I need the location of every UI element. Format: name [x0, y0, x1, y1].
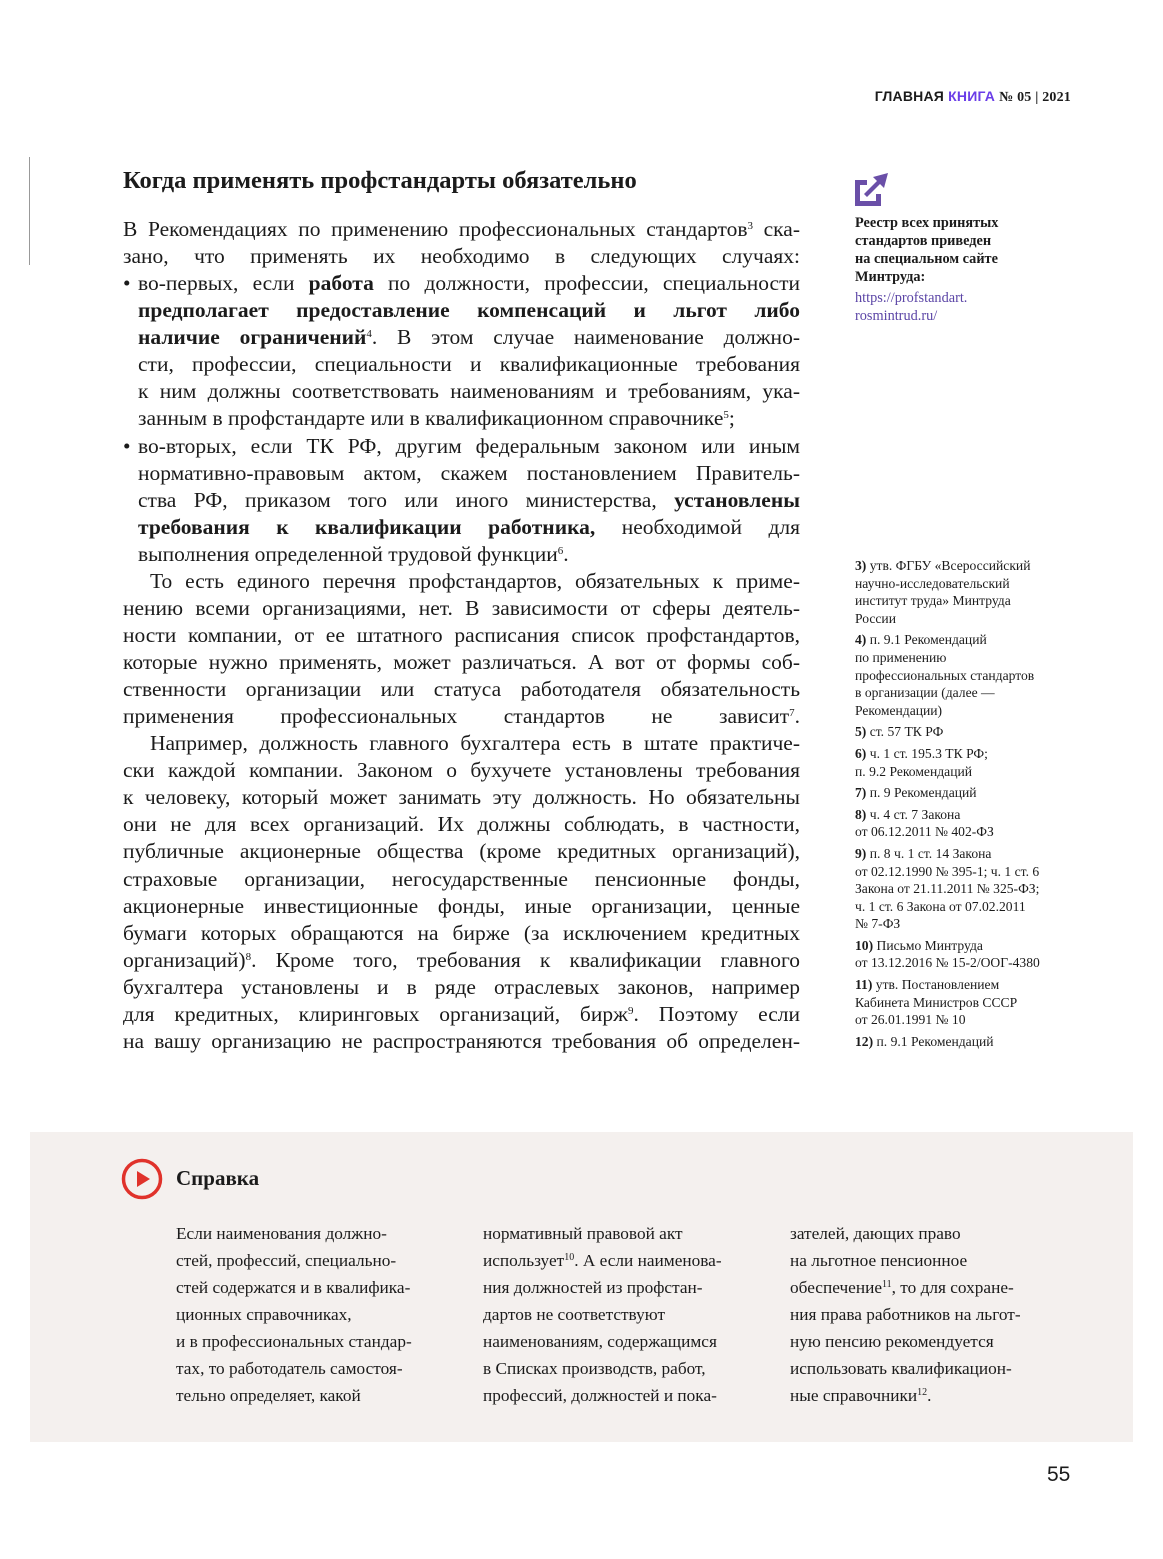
footnote-number: 10) [855, 937, 874, 953]
text-line [176, 1274, 412, 1301]
reference-column-1 [176, 1220, 412, 1409]
text-run: применения профессиональных стандартов не зависит [123, 704, 790, 729]
text-run: которые нужно применять, может различаться. А вот от формы соб- [123, 650, 800, 674]
text-line [790, 1220, 1021, 1247]
footnote-number: 8) [855, 806, 867, 822]
footnote-text: утв. ФГБУ «Всероссийский [869, 558, 1031, 573]
play-circle-icon [121, 1158, 163, 1200]
footnote-text: профессиональных стандартов [855, 667, 1035, 683]
text-run: ска- [753, 217, 800, 241]
text-run: . Кроме того, требования к квалификации главного [251, 947, 800, 972]
footnote-text: утв. Постановлением [875, 977, 1000, 993]
footnote-line [855, 667, 1075, 685]
text-line [790, 1247, 1021, 1274]
text-run: они не для всех организаций. Их должны соблюдать, в частности, [123, 812, 800, 837]
footnote-number: 5) [855, 724, 867, 740]
callout-title-line: Минтруда: [855, 269, 926, 285]
footnote-line [855, 937, 1075, 955]
text-run: страховые организации, негосударственные пенсионные фонды, [123, 866, 800, 891]
text-line [123, 649, 800, 676]
text-line [176, 1220, 412, 1247]
margin-rule [29, 157, 30, 265]
mintrud-registry-link[interactable] [855, 289, 1055, 325]
text-run: зано, что применять их необходимо в следующих случаях: [123, 244, 800, 269]
footnote-line [855, 994, 1075, 1012]
callout-title-line: стандартов приведен [855, 233, 992, 249]
text-run: наличие ограничений [138, 325, 367, 350]
footnote-ref: 8 [245, 950, 252, 963]
text-run: для кредитных, клиринговых организаций, бирж [123, 1001, 628, 1026]
text-line [123, 243, 800, 270]
text-run: к ним должны соответствовать наименованиям и требованиям, ука- [138, 379, 800, 404]
text-run: дартов не соответствуют [483, 1305, 665, 1324]
text-line [483, 1220, 722, 1247]
footnote-ref: 4 [366, 328, 372, 341]
masthead [875, 88, 1071, 106]
footnote-line [855, 880, 1075, 898]
footnote-text: от 06.12.2011 № 402-ФЗ [855, 824, 994, 840]
text-run: сти, профессии, специальности и квалификационные требования [138, 352, 800, 377]
footnote [855, 631, 1075, 719]
text-run: ности компании, от ее штатного расписания список профстандартов, [123, 622, 800, 647]
text-line [123, 622, 800, 649]
text-run: стей, профессий, специально- [176, 1251, 397, 1270]
footnote [855, 784, 1075, 802]
footnote-text: Закона от 21.11.2011 № 325-ФЗ; [855, 881, 1040, 897]
text-run: Если наименования должно- [176, 1224, 387, 1243]
text-run: во-первых, если [138, 271, 309, 296]
text-run: публичные акционерные общества (кроме кредитных организаций), [123, 839, 800, 864]
text-run: бухгалтера установлены и в ряде отраслевых законов, например [123, 974, 800, 999]
footnote-text: ч. 4 ст. 7 Закона [869, 806, 961, 822]
footnote-text: научно-исследовательский [855, 575, 1010, 591]
text-line [123, 974, 800, 1001]
text-run: необходимой для [595, 514, 801, 539]
text-line [123, 433, 800, 460]
footnote-line [855, 954, 1075, 972]
text-run: на вашу организацию не распространяются требования об определен- [123, 1028, 800, 1053]
text-line [123, 1001, 800, 1028]
callout-title-line: на специальном сайте [855, 251, 998, 267]
reference-box [30, 1132, 1133, 1442]
text-line [123, 541, 800, 568]
text-run: наименованиям, содержащимся [483, 1332, 717, 1351]
reference-column-2 [483, 1220, 722, 1409]
footnote-text: от 26.01.1991 № 10 [855, 1012, 966, 1028]
text-run: к человеку, который может занимать эту должность. Но обязательны [123, 785, 800, 810]
text-line [123, 811, 800, 838]
text-run: нормативный правовой акт [483, 1224, 683, 1243]
footnote-ref: 12 [917, 1387, 928, 1398]
text-line [123, 487, 800, 514]
text-run: тельно определяет, какой [176, 1386, 361, 1405]
section-heading: Когда применять профстандарты обязательно [123, 167, 637, 194]
text-run: предполагает предоставление компенсаций и льгот либо [138, 298, 800, 323]
text-run: профессий, должностей и пока- [483, 1386, 717, 1405]
text-run: . Поэтому если [633, 1001, 800, 1026]
article-body [123, 216, 800, 1055]
text-run: бумаги которых обращаются на бирже (за исключением кредитных [123, 920, 800, 945]
text-line [123, 216, 800, 243]
text-line [123, 460, 800, 487]
text-line [123, 405, 800, 432]
text-line [483, 1274, 722, 1301]
footnote-text: от 02.12.1990 № 395-1; ч. 1 ст. 6 [855, 863, 1040, 879]
footnote-text: п. 9.1 Рекомендаций [876, 1033, 994, 1049]
text-line [123, 730, 800, 757]
footnote-number: 12) [855, 1033, 874, 1049]
footnote-line [855, 763, 1075, 781]
text-run: . [794, 704, 800, 729]
text-line [123, 378, 800, 405]
text-line [483, 1355, 722, 1382]
text-line [123, 324, 800, 351]
footnote-line [855, 649, 1075, 667]
footnote-number: 3) [855, 558, 867, 573]
text-run: нормативно-правовым актом, скажем постановлением Правитель- [138, 460, 800, 485]
footnote-line [855, 915, 1075, 933]
footnote-line [855, 575, 1075, 593]
text-run: ски каждой компании. Законом о бухучете установлены требования [123, 758, 800, 783]
text-line [790, 1382, 1021, 1409]
footnote [855, 745, 1075, 780]
footnote-line [855, 631, 1075, 649]
text-line [123, 297, 800, 324]
footnote-line [855, 702, 1075, 720]
callout-title-line: Реестр всех принятых [855, 215, 999, 231]
text-run: ственности организации или статуса работодателя обязательность [123, 677, 800, 702]
footnote-number: 6) [855, 745, 867, 761]
footnote-text: России [855, 610, 896, 626]
text-run: акционерные инвестиционные фонды, иные организации, ценные [123, 893, 800, 918]
footnote [855, 806, 1075, 841]
footnote-text: ст. 57 ТК РФ [869, 724, 944, 740]
text-line [123, 270, 800, 297]
footnote-ref: 7 [789, 707, 795, 720]
text-line [123, 676, 800, 703]
text-run: и в профессиональных стандар- [176, 1332, 412, 1351]
text-run: занным в профстандарте или в квалификационном справочнике [138, 406, 724, 431]
footnote [855, 937, 1075, 972]
text-line [123, 866, 800, 893]
text-line [483, 1328, 722, 1355]
text-line [790, 1355, 1021, 1382]
footnote-text: п. 8 ч. 1 ст. 14 Закона [869, 845, 992, 861]
text-line [790, 1301, 1021, 1328]
text-run: на льготное пенсионное [790, 1251, 968, 1270]
text-line [483, 1247, 722, 1274]
text-line [483, 1382, 722, 1409]
link-text-line[interactable]: https://profstandart. [855, 290, 968, 306]
footnote-text: институт труда» Минтруда [855, 593, 1011, 609]
text-run: в Списках производств, работ, [483, 1359, 706, 1378]
footnote-line [855, 845, 1075, 863]
footnote-line [855, 1033, 1075, 1051]
text-run: , то для сохране- [891, 1278, 1014, 1297]
footnote [855, 723, 1075, 741]
text-run: по должности, профессии, специальности [373, 271, 800, 296]
text-line [123, 920, 800, 947]
footnote-number: 7) [855, 785, 867, 801]
footnote-ref: 9 [628, 1004, 634, 1017]
text-line [123, 514, 800, 541]
text-line [123, 893, 800, 920]
text-run: . В этом случае наименование должно- [371, 325, 800, 350]
footnote-line [855, 976, 1075, 994]
footnote-ref: 5 [723, 409, 729, 422]
text-line [176, 1328, 412, 1355]
text-run: ционных справочниках, [176, 1305, 352, 1324]
footnote-ref: 10 [564, 1252, 575, 1263]
text-line [123, 1028, 800, 1055]
text-run: То есть единого перечня профстандартов, обязательных к приме- [150, 568, 800, 593]
footnote-number: 4) [855, 632, 867, 648]
footnote-text: ч. 1 ст. 195.3 ТК РФ; [869, 745, 988, 761]
footnote [855, 845, 1075, 933]
text-run: обеспечение [790, 1278, 882, 1297]
footnote-text: № 7-ФЗ [855, 916, 901, 932]
text-run: зателей, дающих право [790, 1224, 961, 1243]
footnote-line [855, 823, 1075, 841]
footnote-line [855, 784, 1075, 802]
text-line [483, 1301, 722, 1328]
footnote-text: п. 9 Рекомендаций [869, 785, 977, 801]
reference-box-title: Справка [176, 1166, 260, 1190]
text-run: В Рекомендациях по применению профессиональных стандартов [123, 217, 748, 241]
brand-name-part1: ГЛАВНАЯ [874, 88, 945, 104]
footnote-ref: 6 [557, 544, 564, 557]
footnote-ref: 3 [747, 220, 753, 232]
footnote-text: п. 9.2 Рекомендаций [855, 763, 973, 779]
footnote-number: 11) [855, 977, 873, 993]
text-run: . [927, 1386, 932, 1405]
footnote-line [855, 898, 1075, 916]
footnote-line [855, 1011, 1075, 1029]
external-link-icon [855, 172, 889, 206]
sidebar-callout [855, 172, 1055, 325]
text-run: тах, то работодатель самостоя- [176, 1359, 403, 1378]
footnote-line [855, 610, 1075, 628]
text-run: ные справочники [790, 1386, 918, 1405]
text-run: . А если наименова- [574, 1251, 722, 1270]
text-run: ства РФ, приказом того или иного министерства, [138, 487, 675, 512]
footnote-text: Письмо Минтруда [876, 937, 983, 953]
footnote-text: п. 9.1 Рекомендаций [869, 632, 987, 648]
footnote-text: по применению [855, 649, 947, 665]
text-line [123, 351, 800, 378]
footnote-line [855, 806, 1075, 824]
footnote-text: Рекомендации) [855, 702, 943, 718]
reference-column-3 [790, 1220, 1021, 1409]
text-run: ную пенсию рекомендуется [790, 1332, 994, 1351]
text-run: работа [308, 271, 374, 296]
page-number: 55 [1047, 1463, 1071, 1486]
text-run: ; [728, 406, 735, 431]
text-run: установлены [674, 487, 800, 512]
text-line [123, 595, 800, 622]
text-run: требования к квалификации работника, [138, 514, 596, 539]
link-text-line[interactable]: rosmintrud.ru/ [855, 308, 938, 324]
footnotes [855, 557, 1075, 1054]
text-run: использовать квалификацион- [790, 1359, 1012, 1378]
footnote-line [855, 592, 1075, 610]
text-line [176, 1301, 412, 1328]
footnote [855, 1033, 1075, 1051]
text-run: во-вторых, если ТК РФ, другим федеральным законом или иным [138, 433, 800, 458]
footnote-line [855, 557, 1075, 575]
footnote [855, 976, 1075, 1029]
text-run: выполнения определенной трудовой функции [138, 541, 558, 566]
text-line [123, 784, 800, 811]
brand-name-part2: КНИГА [948, 88, 996, 104]
text-run: . [563, 541, 569, 566]
text-run: ния права работников на льгот- [790, 1305, 1021, 1324]
text-line [790, 1328, 1021, 1355]
text-line [123, 838, 800, 865]
text-line [790, 1274, 1021, 1301]
issue-number: № 05 | 2021 [999, 90, 1071, 105]
footnote-line [855, 723, 1075, 741]
text-run: ния должностей из профстан- [483, 1278, 703, 1297]
footnote-text: от 13.12.2016 № 15-2/ООГ-4380 [855, 955, 1040, 971]
text-run: стей содержатся и в квалифика- [176, 1278, 411, 1297]
footnote-number: 9) [855, 845, 867, 861]
text-run: организаций) [123, 947, 246, 972]
footnote-text: ч. 1 ст. 6 Закона от 07.02.2011 [855, 898, 1026, 914]
footnote-line [855, 863, 1075, 881]
callout-title [855, 214, 1055, 286]
text-line [176, 1355, 412, 1382]
text-run: использует [483, 1251, 565, 1270]
text-run: Например, должность главного бухгалтера есть в штате практиче- [150, 731, 800, 756]
text-line [176, 1247, 412, 1274]
text-line [123, 568, 800, 595]
text-run: нению всеми организациями, нет. В зависимости от сферы деятель- [123, 595, 800, 620]
footnote-line [855, 684, 1075, 702]
footnote-text: Кабинета Министров СССР [855, 994, 1018, 1010]
footnote-line [855, 745, 1075, 763]
footnote [855, 557, 1075, 627]
text-line [123, 947, 800, 974]
text-line [123, 757, 800, 784]
footnote-text: в организации (далее — [855, 685, 995, 701]
text-line [123, 703, 800, 730]
footnote-ref: 11 [882, 1279, 892, 1290]
text-line [176, 1382, 412, 1409]
